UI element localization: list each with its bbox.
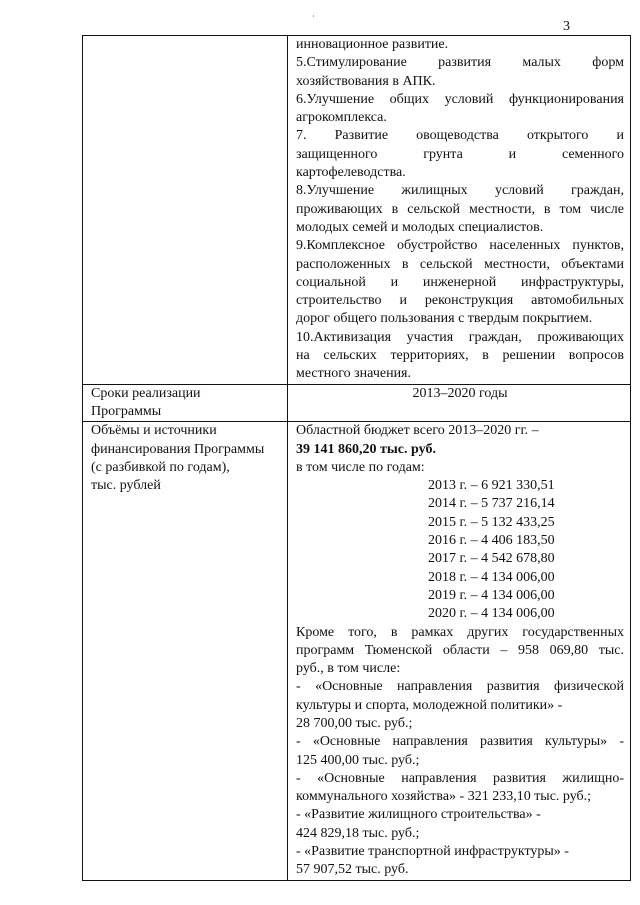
other-program-line: - «Развитие транспортной инфраструктуры» - xyxy=(296,844,569,860)
goal-line: 5.Стимулирование развития малых форм xyxy=(296,55,624,71)
goals-row xyxy=(83,36,631,385)
goal-line: дорог общего пользования с твердым покрытием. xyxy=(296,311,593,327)
other-program-line: 28 700,00 тыс. руб.; xyxy=(296,715,413,731)
goal-line: расположенных в сельской местности, объектами xyxy=(296,256,624,272)
goal-item xyxy=(296,237,624,328)
goal-line: на сельских территориях, в решении вопросов xyxy=(296,348,624,364)
terms-label-line: Программы xyxy=(91,403,162,419)
goal-line: 6.Улучшение общих условий функционирования xyxy=(296,91,624,107)
terms-value: 2013–2020 годы xyxy=(412,385,508,401)
funding-year-line: 2017 г. – 4 542 678,80 xyxy=(428,551,555,567)
goal-item xyxy=(296,127,624,182)
goal-line: местного значения. xyxy=(296,366,411,382)
other-program-line: коммунального хозяйства» - 321 233,10 тыс. руб.; xyxy=(296,789,592,805)
goal-line: агрокомплекса. xyxy=(296,110,387,126)
program-passport-table xyxy=(82,35,631,881)
goals-list xyxy=(296,36,624,384)
goal-item xyxy=(296,36,624,54)
terms-label-line: Сроки реализации xyxy=(91,385,201,401)
other-program-line: Кроме того, в рамках других государственных xyxy=(296,624,624,640)
goal-line: 10.Активизация участия граждан, проживающих xyxy=(296,329,624,345)
goal-item xyxy=(296,329,624,384)
goal-line: защищенного грунта и семенного xyxy=(296,146,624,162)
goal-item xyxy=(296,182,624,237)
header-dot: · xyxy=(312,12,315,21)
other-program-line: 424 829,18 тыс. руб.; xyxy=(296,825,420,841)
funding-row xyxy=(83,422,631,880)
goal-line: 8.Улучшение жилищных условий граждан, xyxy=(296,183,624,199)
funding-label-line: тыс. рублей xyxy=(91,478,161,494)
funding-label-line: Объёмы и источники xyxy=(91,423,217,439)
funding-by-years-label: в том числе по годам: xyxy=(296,459,425,475)
goal-line: молодых семей и молодых специалистов. xyxy=(296,219,544,235)
funding-total xyxy=(296,441,624,459)
funding-label-line: (с разбивкой по годам), xyxy=(91,459,230,475)
funding-year-line: 2015 г. – 5 132 433,25 xyxy=(428,514,555,530)
goal-line: строительство и реконструкция автомобильных xyxy=(296,293,624,309)
other-program-line: - «Основные направления развития физической xyxy=(296,679,624,695)
other-program-line: - «Основные направления развития культуры» - xyxy=(296,734,624,750)
other-program-line: 57 907,52 тыс. руб. xyxy=(296,862,409,878)
goal-line: проживающих в сельской местности, в том числе xyxy=(296,201,624,217)
goal-item xyxy=(296,54,624,91)
goal-line: картофелеводства. xyxy=(296,165,406,181)
terms-label-cell xyxy=(83,384,288,422)
funding-years-list xyxy=(296,477,624,623)
goal-line: социальной и инженерной инфраструктуры, xyxy=(296,274,624,290)
funding-year-line: 2018 г. – 4 134 006,00 xyxy=(428,569,555,585)
other-program-line: 125 400,00 тыс. руб.; xyxy=(296,752,420,768)
other-program-line: программ Тюменской области – 958 069,80 тыс. xyxy=(296,642,624,658)
funding-value-cell xyxy=(288,422,631,880)
funding-other-programs xyxy=(296,624,624,880)
terms-value-cell xyxy=(288,384,631,422)
funding-year-line: 2016 г. – 4 406 183,50 xyxy=(428,533,555,549)
funding-total-amount: 39 141 860,20 тыс. руб. xyxy=(296,441,436,457)
page-number: 3 xyxy=(563,19,570,34)
funding-year-line: 2019 г. – 4 134 006,00 xyxy=(428,587,555,603)
goals-value-cell xyxy=(288,36,631,385)
funding-year-line: 2020 г. – 4 134 006,00 xyxy=(428,606,555,622)
goal-line: 7. Развитие овощеводства открытого и xyxy=(296,128,624,144)
funding-intro: Областной бюджет всего 2013–2020 гг. – xyxy=(296,423,539,439)
funding-label-line: финансирования Программы xyxy=(91,441,265,457)
other-program-line: - «Развитие жилищного строительства» - xyxy=(296,807,541,823)
other-program-line: - «Основные направления развития жилищно- xyxy=(296,770,624,786)
goal-item xyxy=(296,91,624,128)
other-program-line: культуры и спорта, молодежной политики» - xyxy=(296,697,563,713)
funding-year-line: 2014 г. – 5 737 216,14 xyxy=(428,496,555,512)
terms-row xyxy=(83,384,631,422)
other-program-line: руб., в том числе: xyxy=(296,661,401,677)
goal-line: инновационное развитие. xyxy=(296,37,449,52)
funding-label-cell xyxy=(83,422,288,880)
funding-year-line: 2013 г. – 6 921 330,51 xyxy=(428,478,555,494)
goals-label-cell xyxy=(83,36,288,385)
goal-line: хозяйствования в АПК. xyxy=(296,73,436,89)
goal-line: 9.Комплексное обустройство населенных пунктов, xyxy=(296,238,624,254)
